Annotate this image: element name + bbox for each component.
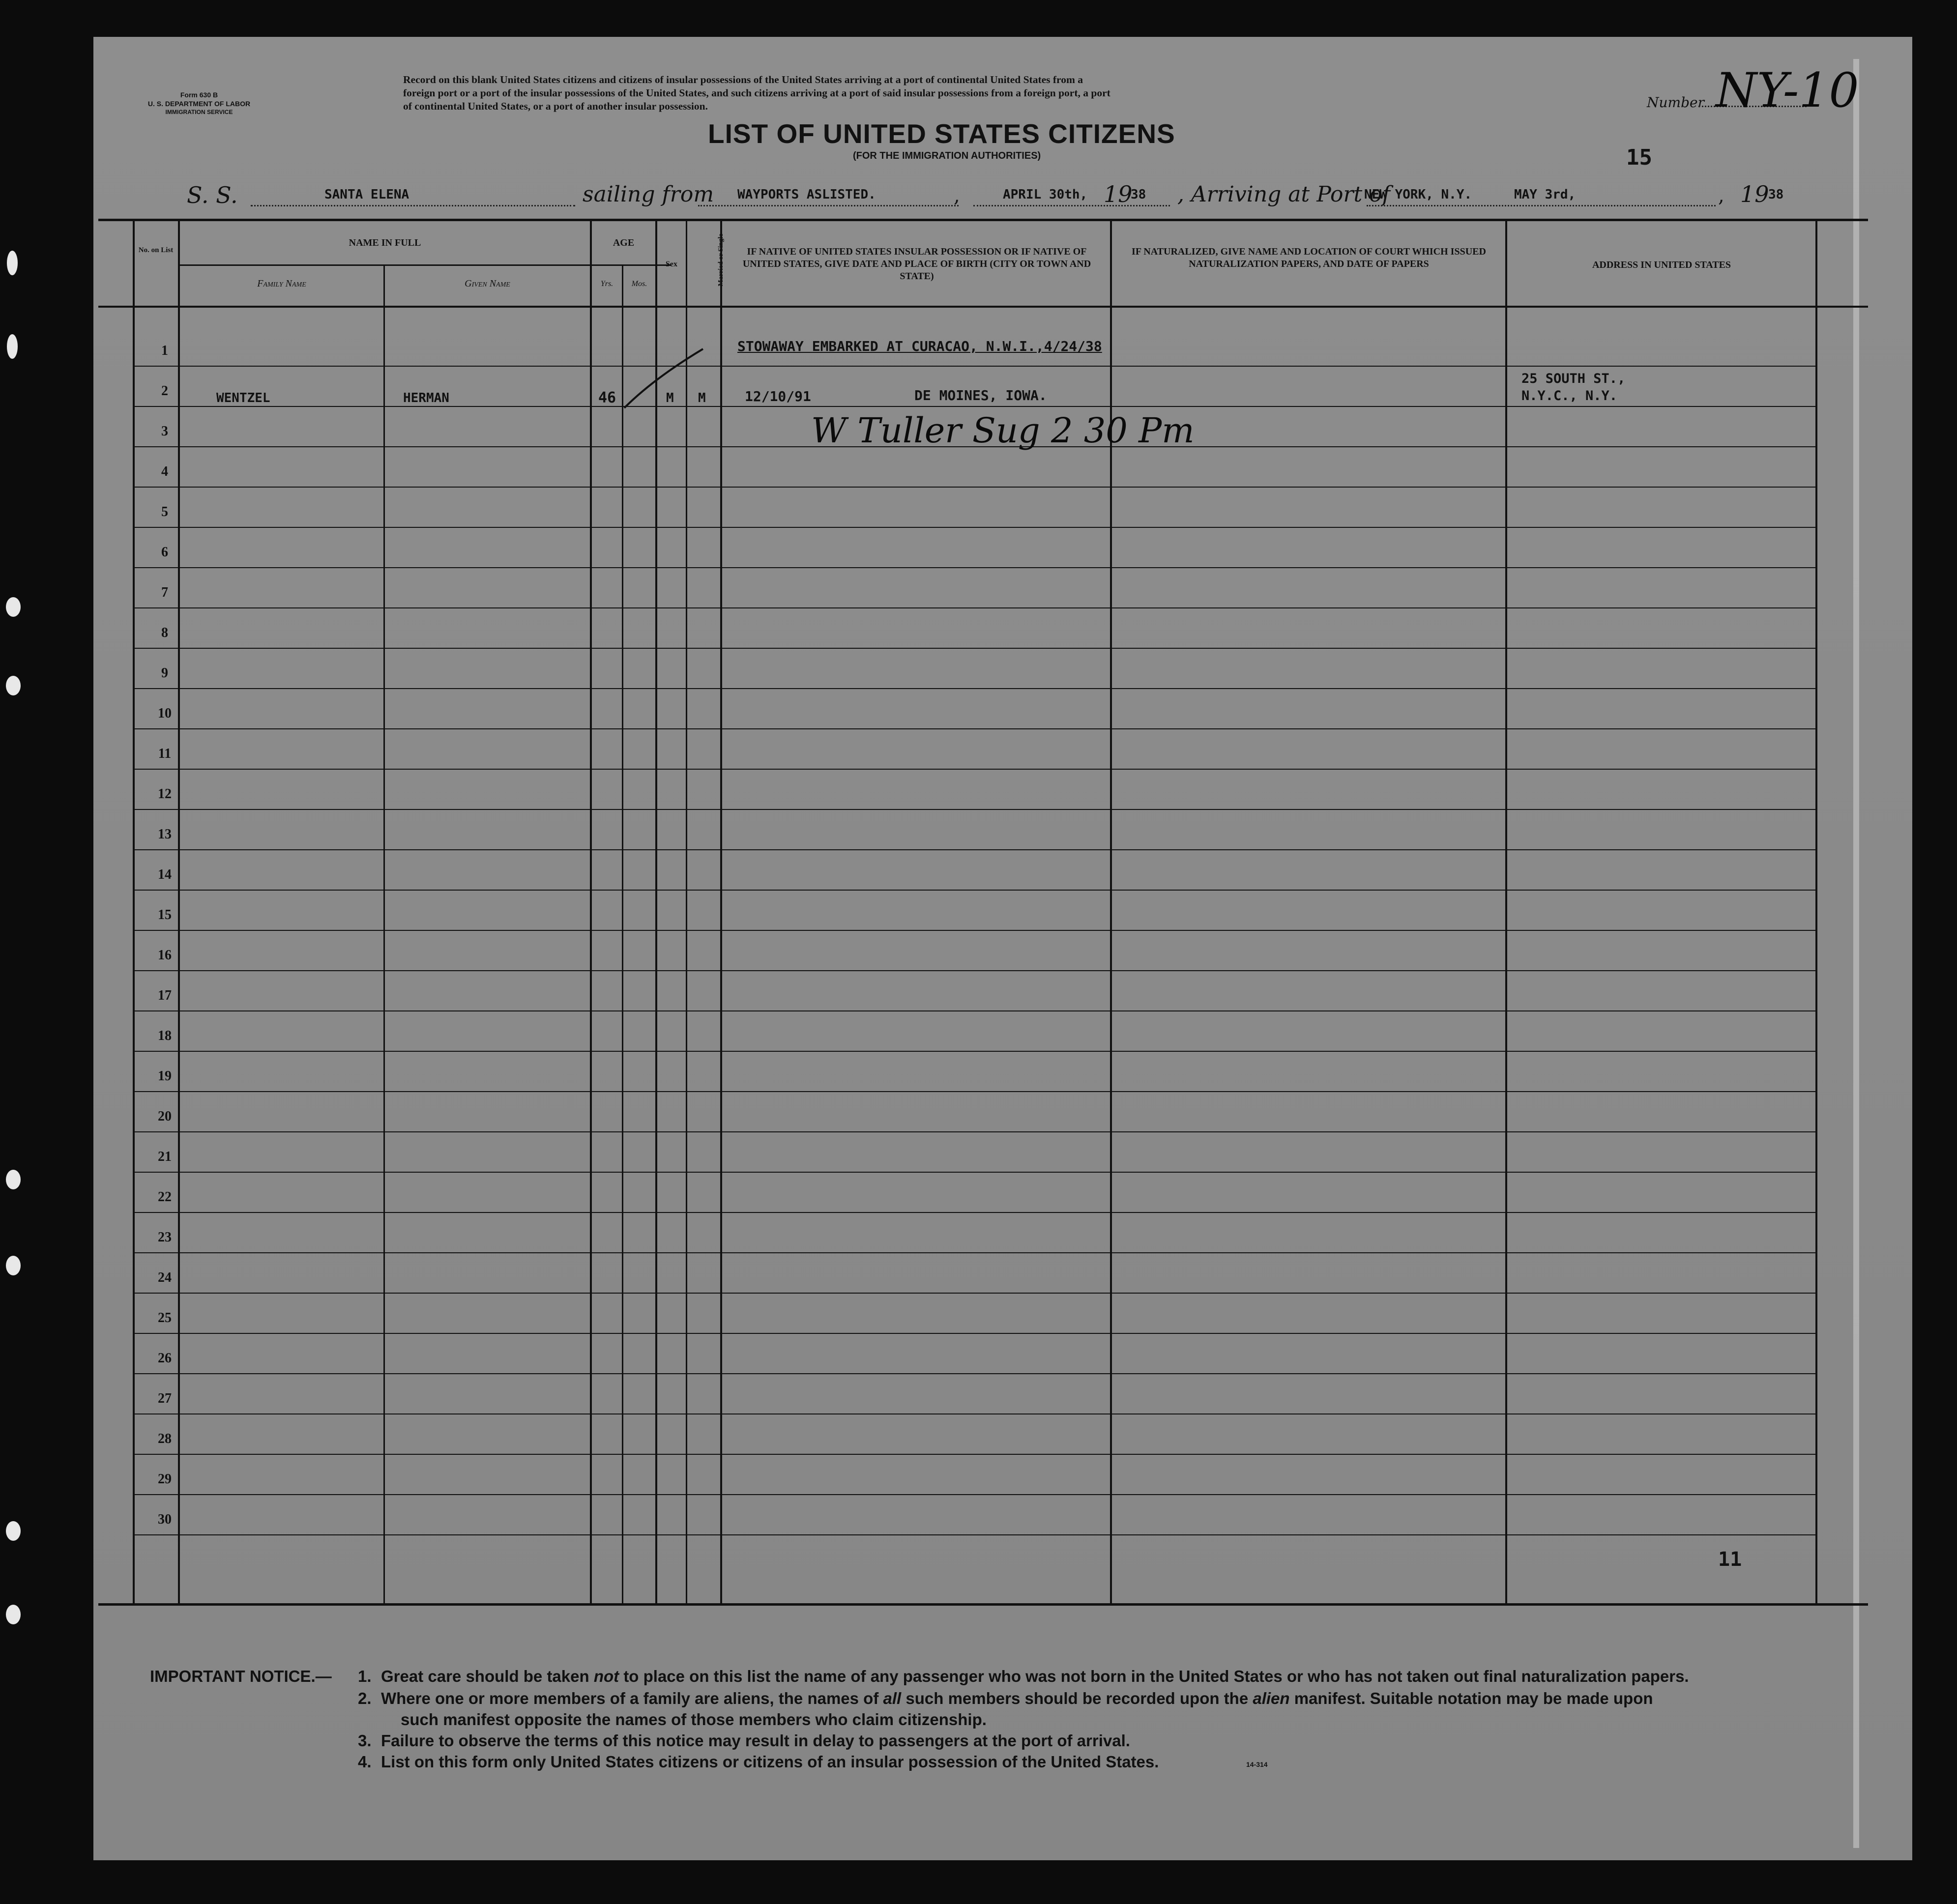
notice-item-4-num: 4. — [358, 1753, 372, 1771]
notice-item-1: Great care should be taken not to place on this list the name of any passenger who was not born in the United States or who has not taken out final naturalization papers. — [381, 1667, 1689, 1685]
arrival-year-prefix: 19 — [1740, 181, 1769, 207]
number-value: NY-10 — [1716, 63, 1859, 118]
header-address: ADDRESS IN UNITED STATES — [1592, 260, 1731, 270]
row-number: 21 — [158, 1149, 172, 1164]
sheet-number: 15 — [1626, 145, 1652, 170]
departure-date: APRIL 30th, — [1003, 187, 1088, 202]
departure-year-prefix: 19 — [1104, 181, 1133, 207]
notice-item-3: Failure to observe the terms of this notice may result in delay to passengers at the port of arrival. — [381, 1731, 1130, 1750]
row-rule — [133, 728, 1816, 729]
row-number: 27 — [158, 1391, 172, 1406]
check-mark — [619, 344, 708, 413]
col-line-no — [133, 219, 135, 1606]
row-rule — [133, 890, 1816, 891]
row-number: 4 — [161, 464, 168, 479]
header-age: AGE — [613, 237, 635, 248]
row-rule — [133, 1494, 1816, 1495]
row-rule — [133, 366, 1816, 367]
row-number: 24 — [158, 1270, 172, 1285]
arrival-year-suffix: 38 — [1768, 187, 1784, 202]
ship-name: SANTA ELENA — [324, 187, 409, 202]
row-number: 1 — [161, 343, 168, 358]
address-line-2: N.Y.C., N.Y. — [1521, 388, 1618, 404]
instruction-line-3: of continental United States, or a port of another insular possession. — [403, 100, 708, 112]
row-number: 18 — [158, 1028, 172, 1043]
row-number: 9 — [161, 665, 168, 681]
header-sex: Sex — [666, 260, 677, 268]
notice-item-4: List on this form only United States citizens or citizens of an insular possession of the United States. — [381, 1753, 1159, 1771]
page-title: LIST OF UNITED STATES CITIZENS — [708, 118, 1175, 149]
row-rule — [133, 1172, 1816, 1173]
row-rule — [133, 1131, 1816, 1132]
binder-hole — [7, 334, 18, 359]
row-rule — [133, 1010, 1816, 1011]
col-line-yrs — [622, 264, 623, 1606]
notice-item-2-cont: such manifest opposite the names of those members who claim citizenship. — [401, 1710, 987, 1729]
departure-year-suffix: 38 — [1131, 187, 1146, 202]
departure-port: WAYPORTS ASLISTED. — [737, 187, 876, 202]
notice-heading: IMPORTANT NOTICE.— — [150, 1667, 332, 1685]
service-name: IMMIGRATION SERVICE — [165, 109, 233, 115]
header-no-on-list: No. on List — [138, 246, 174, 254]
row-number: 13 — [158, 827, 172, 842]
row-rule — [133, 809, 1816, 810]
row-number: 25 — [158, 1310, 172, 1326]
col-line-family — [383, 264, 385, 1606]
binder-hole — [6, 676, 21, 695]
name-subheader-rule — [179, 264, 671, 266]
date-dotted-line — [973, 205, 1170, 206]
row-rule — [133, 406, 1816, 407]
row-number: 23 — [158, 1230, 172, 1245]
port-dotted-line — [1367, 205, 1716, 206]
binder-hole — [6, 597, 21, 617]
row-number: 11 — [158, 746, 172, 761]
row-rule — [133, 1534, 1816, 1535]
row-rule — [133, 769, 1816, 770]
binder-hole — [7, 251, 18, 275]
col-line-marital — [720, 219, 722, 1606]
row-rule — [133, 607, 1816, 608]
arrival-port: NEW YORK, N.Y. — [1364, 187, 1472, 202]
row-rule — [133, 1454, 1816, 1455]
instruction-line-2: foreign port or a port of the insular possessions of the United States, and such citizens arriving at a port of said insular possessions from a foreign port, a port — [403, 87, 1110, 99]
binder-hole — [6, 1256, 21, 1275]
from-dotted-line — [698, 205, 959, 206]
row-number: 14 — [158, 867, 172, 882]
row-number: 28 — [158, 1431, 172, 1446]
arrival-date: MAY 3rd, — [1514, 187, 1576, 202]
row-number: 22 — [158, 1189, 172, 1205]
instruction-line-1: Record on this blank United States citizens and citizens of insular possessions of the United States arriving at a port of continental United States from a — [403, 74, 1083, 86]
birth-date-value: 12/10/91 — [745, 388, 811, 404]
header-given-name: Given Name — [465, 278, 510, 289]
ss-label: S. S. — [187, 182, 238, 208]
row-number: 8 — [161, 625, 168, 640]
row-rule — [133, 1293, 1816, 1294]
header-family-name: Family Name — [257, 278, 306, 289]
grid-bottom-rule — [98, 1603, 1868, 1606]
row-rule — [133, 1051, 1816, 1052]
row-rule — [133, 970, 1816, 971]
row-number: 12 — [158, 786, 172, 802]
header-yrs: Yrs. — [600, 280, 613, 288]
grid-header-bottom-rule — [98, 306, 1868, 308]
binder-hole — [6, 1605, 21, 1624]
notice-item-3-num: 3. — [358, 1731, 372, 1750]
row-number: 26 — [158, 1351, 172, 1366]
row-number: 29 — [158, 1471, 172, 1487]
row-rule — [133, 849, 1816, 850]
page-count: 11 — [1718, 1548, 1742, 1571]
manifest-sheet — [93, 37, 1912, 1860]
given-name-value: HERMAN — [403, 391, 449, 405]
grid-top-rule — [98, 219, 1868, 221]
col-line-name-right — [590, 219, 592, 1606]
header-naturalized-info: IF NATURALIZED, GIVE NAME AND LOCATION OF COURT WHICH ISSUED NATURALIZATION PAPERS, AND DATE OF PAPERS — [1132, 246, 1486, 269]
col-line-address — [1815, 219, 1817, 1606]
row-number: 17 — [158, 988, 172, 1003]
department-name: U. S. DEPARTMENT OF LABOR — [147, 100, 251, 108]
row-number: 16 — [158, 948, 172, 963]
header-mos: Mos. — [631, 280, 647, 288]
notice-item-1-num: 1. — [358, 1667, 372, 1685]
number-label: Number — [1647, 94, 1704, 111]
row-number: 15 — [158, 907, 172, 923]
form-number: Form 630 B — [180, 91, 218, 99]
row-rule — [133, 1091, 1816, 1092]
col-line-naturalized — [1505, 219, 1507, 1606]
row-rule — [133, 688, 1816, 689]
row-rule — [133, 487, 1816, 488]
col-line-sex — [686, 219, 687, 1606]
row-number: 7 — [161, 585, 168, 600]
header-name-in-full: NAME IN FULL — [349, 237, 421, 248]
marital-value: M — [698, 391, 706, 405]
row-rule — [133, 527, 1816, 528]
header-married-or-single: Married or Single — [717, 233, 725, 287]
separator-comma: , — [954, 184, 960, 207]
row-number: 6 — [161, 545, 168, 560]
sex-value: M — [666, 391, 674, 405]
stowaway-note: STOWAWAY EMBARKED AT CURACAO, N.W.I.,4/24/38 — [737, 338, 1102, 354]
row-number: 2 — [161, 383, 168, 399]
row-number: 30 — [158, 1512, 172, 1527]
page-subtitle: (FOR THE IMMIGRATION AUTHORITIES) — [853, 150, 1041, 161]
row-number: 10 — [158, 706, 172, 721]
arriving-label: , Arriving at Port of — [1177, 182, 1390, 207]
row-rule — [133, 1373, 1816, 1374]
row-rule — [133, 567, 1816, 568]
age-years-value: 46 — [598, 389, 616, 406]
row-rule — [133, 1252, 1816, 1253]
ship-dotted-line — [251, 205, 575, 206]
row-rule — [133, 1212, 1816, 1213]
header-birth-info: IF NATIVE OF UNITED STATES INSULAR POSSESSION OR IF NATIVE OF UNITED STATES, GIVE DATE AND PLACE OF BIRTH (CITY OR TOWN AND STATE) — [742, 246, 1091, 282]
binder-hole — [6, 1170, 21, 1189]
arrival-comma: , — [1718, 184, 1724, 207]
notice-item-2: Where one or more members of a family are aliens, the names of all such members should be recorded upon the alien manifest. Suitable notation may be made upon — [381, 1689, 1653, 1707]
row-number: 5 — [161, 504, 168, 519]
col-line-age-right — [655, 219, 657, 1606]
form-code: 14-314 — [1246, 1760, 1268, 1768]
row-rule — [133, 648, 1816, 649]
row-number: 20 — [158, 1109, 172, 1124]
row-number: 19 — [158, 1068, 172, 1084]
notice-item-2-num: 2. — [358, 1689, 372, 1707]
address-line-1: 25 SOUTH ST., — [1521, 371, 1626, 386]
sailing-label: sailing from — [583, 182, 714, 207]
row-rule — [133, 1333, 1816, 1334]
row-number: 3 — [161, 424, 168, 439]
binder-hole — [6, 1521, 21, 1541]
sheet-edge — [1853, 59, 1859, 1848]
family-name-value: WENTZEL — [216, 391, 270, 405]
row-rule — [133, 930, 1816, 931]
handwritten-note: W Tuller Sug 2 30 Pm — [811, 410, 1195, 451]
birth-place-value: DE MOINES, IOWA. — [914, 387, 1047, 404]
